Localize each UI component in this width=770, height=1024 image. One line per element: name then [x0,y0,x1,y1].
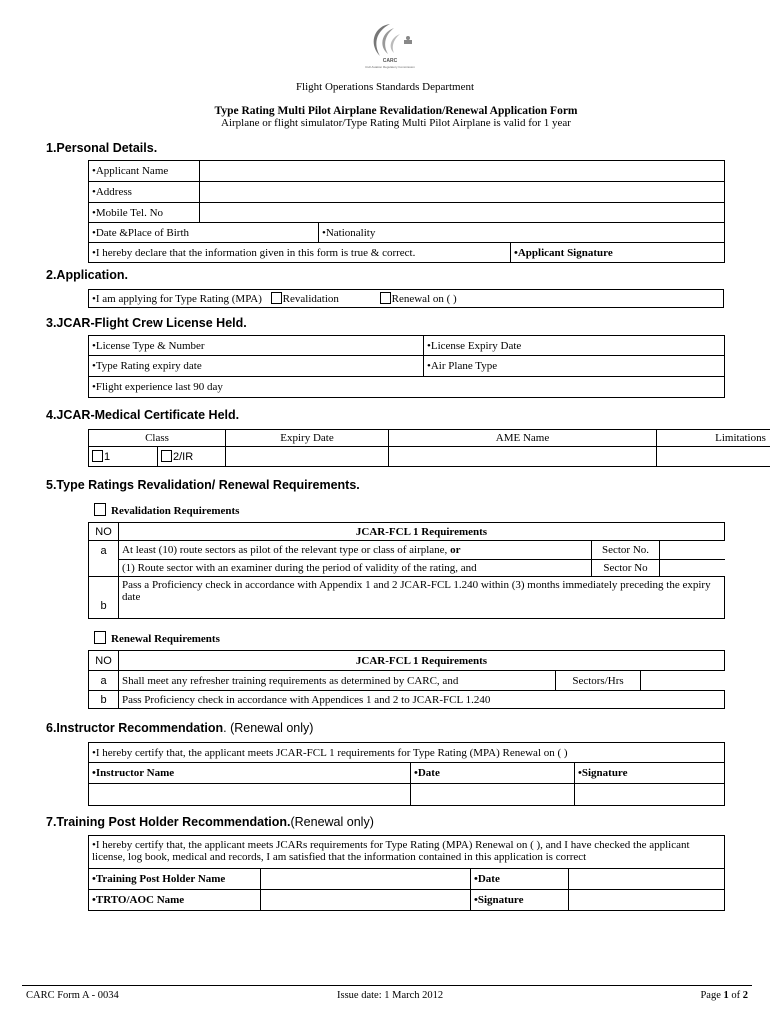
revalidation-requirements-heading: Revalidation Requirements [94,503,239,517]
post-holder-date-label: • Date [471,869,569,890]
trto-field[interactable] [261,890,471,911]
post-holder-signature-field[interactable] [569,890,725,911]
type-rating-expiry-field[interactable]: • Type Rating expiry date [89,356,424,377]
applicant-name-field[interactable] [200,161,725,182]
col-ame: AME Name [389,430,657,447]
medical-table [88,429,770,467]
renewal-checkbox[interactable] [380,292,391,304]
license-table [88,335,725,398]
application-row [89,290,724,308]
section-5-title: 5.Type Ratings Revalidation/ Renewal Requirements. [46,478,360,492]
class-1-cell: 1 [89,447,158,467]
address-label: • Address [89,182,200,203]
footer-issue-date: Issue date: 1 March 2012 [337,990,444,1001]
applying-text: I am applying for Type Rating (MPA) [95,293,262,305]
section-3-title: 3.JCAR-Flight Crew License Held. [46,316,247,330]
revalidation-label: Revalidation [282,293,339,305]
form-title: Type Rating Multi Pilot Airplane Revalidation/Renewal Application Form [214,105,578,117]
sector-no-2: Sector No [592,560,660,577]
renewal-label: Renewal on ( ) [391,293,457,305]
airplane-type-field[interactable]: • Air Plane Type [424,356,725,377]
class-1-checkbox[interactable] [92,450,103,462]
col-limitations: Limitations [657,430,770,447]
instructor-signature-value[interactable] [575,784,725,806]
renewal-requirements-checkbox[interactable] [94,631,106,644]
instructor-name-value[interactable] [89,784,411,806]
class-2-checkbox[interactable] [161,450,172,462]
flight-experience-field[interactable]: • Flight experience last 90 day [89,377,725,398]
license-type-field[interactable]: • License Type & Number [89,336,424,356]
renew-no-header: NO [89,651,119,671]
renew-b-text: Pass Proficiency check in accordance with Appendices 1 and 2 to JCAR-FCL 1.240 [119,691,725,709]
reval-no-header: NO [89,523,119,541]
col-expiry: Expiry Date [226,430,389,447]
sectors-hrs: Sectors/Hrs [556,671,641,691]
expiry-date-field[interactable] [226,447,389,467]
mobile-field[interactable] [200,203,725,223]
revalidation-table [88,522,725,619]
class-2-cell: 2/IR [158,447,226,467]
mobile-label: • Mobile Tel. No [89,203,200,223]
applicant-signature-field[interactable]: • Applicant Signature [511,243,725,263]
reval-b-text: Pass a Proficiency check in accordance with Appendix 1 and 2 JCAR-FCL 1.240 within (3) months immediately preceding the expiry date [119,577,725,619]
instructor-certify: • I hereby certify that, the applicant meets JCAR-FCL 1 requirements for Type Rating (MPA) Renewal on ( ) [89,743,725,763]
instructor-date-value[interactable] [411,784,575,806]
trto-label: • TRTO/AOC Name [89,890,261,911]
post-holder-name-field[interactable] [261,869,471,890]
revalidation-requirements-checkbox[interactable] [94,503,106,516]
reval-jcar-header: JCAR-FCL 1 Requirements [119,523,725,541]
form-subtitle: Airplane or flight simulator/Type Rating Multi Pilot Airplane is valid for 1 year [221,117,571,129]
post-holder-signature-label: • Signature [471,890,569,911]
post-holder-name-label: • Training Post Holder Name [89,869,261,890]
renew-jcar-header: JCAR-FCL 1 Requirements [119,651,725,671]
renew-a-text: Shall meet any refresher training requirements as determined by CARC, and [119,671,556,691]
sectors-hrs-field[interactable] [641,671,725,691]
reval-a-label: a [89,541,119,577]
renew-b-label: b [89,691,119,709]
renew-a-label: a [89,671,119,691]
reval-b-label: b [89,577,119,619]
logo-text: CARC [382,58,398,64]
section-7-title: 7.Training Post Holder Recommendation.(Renewal only) [46,815,374,829]
renewal-table [88,650,725,709]
address-field[interactable] [200,182,725,203]
instructor-signature-field[interactable]: • Signature [575,763,725,784]
ame-name-field[interactable] [389,447,657,467]
section-2-title: 2.Application. [46,268,128,282]
sector-no-1: Sector No. [592,541,660,560]
declaration: • I hereby declare that the information given in this form is true & correct. [89,243,511,263]
limitations-field[interactable] [657,447,770,467]
instructor-table [88,742,725,806]
license-expiry-field[interactable]: • License Expiry Date [424,336,725,356]
instructor-name-field[interactable]: • Instructor Name [89,763,411,784]
department: Flight Operations Standards Department [295,81,475,93]
footer-divider [22,985,752,986]
post-holder-certify: • I hereby certify that, the applicant meets JCARs requirements for Type Rating (MPA) Renewal on ( ), and I have checked the applicant license, log book, medical and records, I am satisfied that the information contained in this application is correct [89,836,725,869]
logo-subtext: Civil Aviation Regulatory Commission [365,65,415,69]
footer-page: Page 1 of 2 [700,990,748,1001]
applicant-name-label: • Applicant Name [89,161,200,182]
renewal-requirements-heading: Renewal Requirements [94,631,220,645]
reval-a1-text: At least (10) route sectors as pilot of the relevant type or class of airplane, or [119,541,592,560]
application-table [88,289,724,308]
footer-form-no: CARC Form A - 0034 [26,990,119,1001]
dob-field[interactable]: • Date &Place of Birth [89,223,319,243]
instructor-date-field[interactable]: • Date [411,763,575,784]
post-holder-date-field[interactable] [569,869,725,890]
reval-a2-text: (1) Route sector with an examiner during the period of validity of the rating, and [119,560,592,577]
section-6-title: 6.Instructor Recommendation. (Renewal only) [46,721,314,735]
section-1-title: 1.Personal Details. [46,141,158,155]
col-class: Class [89,430,226,447]
revalidation-checkbox[interactable] [271,292,282,304]
post-holder-table [88,835,725,911]
personal-details-table [88,160,725,263]
nationality-field[interactable]: • Nationality [319,223,725,243]
section-4-title: 4.JCAR-Medical Certificate Held. [46,408,240,422]
sector-no-2-field[interactable] [660,560,725,577]
sector-no-1-field[interactable] [660,541,725,560]
